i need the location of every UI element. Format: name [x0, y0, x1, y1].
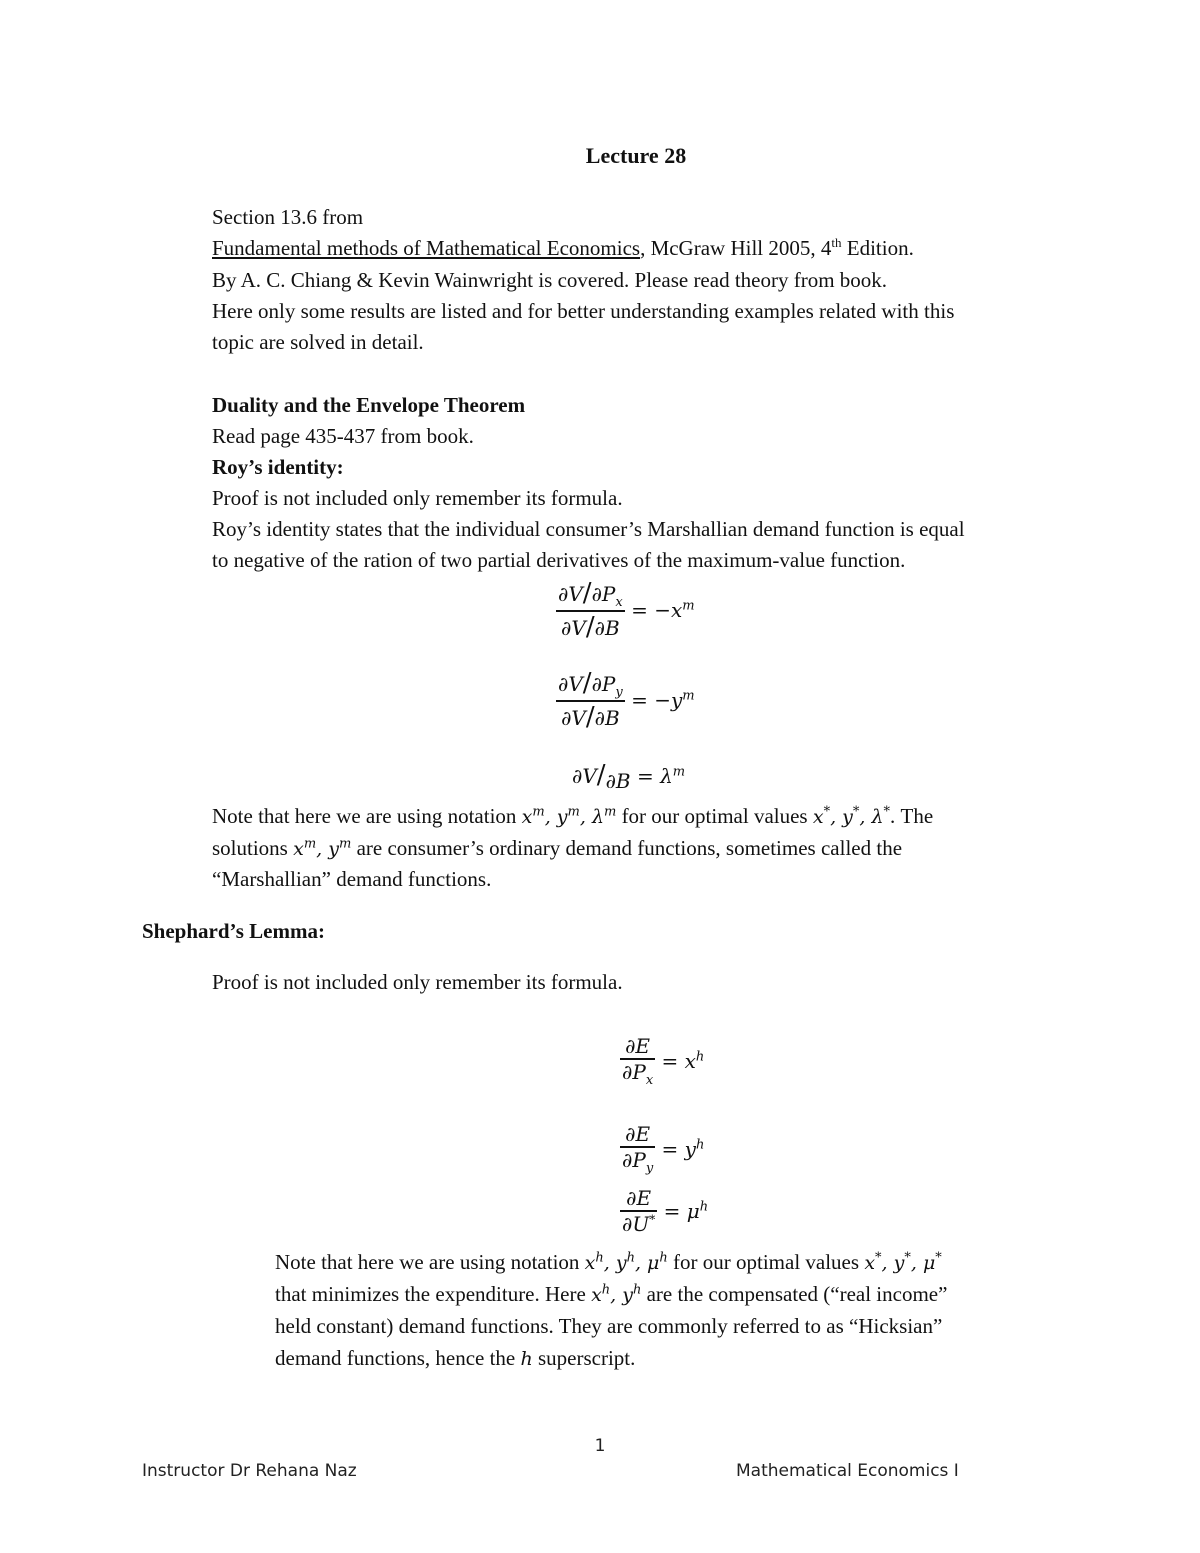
- read-pages-line: Read page 435-437 from book.: [212, 424, 474, 448]
- shephard-heading: Shephard’s Lemma:: [142, 919, 325, 943]
- section-line: Section 13.6 from: [212, 205, 364, 229]
- roy-equation-x: $\frac{\partial V/\partial P_x}{\partial V/\partial B}$ = $-x^m$: [558, 578, 695, 642]
- duality-heading: Duality and the Envelope Theorem: [212, 393, 526, 417]
- page-number: 1: [594, 1436, 606, 1456]
- intro-line-4: Here only some results are listed and for better understanding examples related with this: [212, 299, 955, 323]
- roy-equation-lambda: $\partial V/_{\partial B} = \lambda^m$: [572, 760, 686, 793]
- roy-identity-heading: Roy’s identity:: [212, 455, 344, 479]
- roy-note-line-2: solutions $x^m$, $y^m$ are consumer’s ordinary demand functions, sometimes called the: [212, 836, 903, 860]
- shephard-equation-y: $\frac{\partial E}{\partial P_y}$ = $y^h$: [622, 1122, 705, 1176]
- authors-line: By A. C. Chiang & Kevin Wainwright is covered. Please read theory from book.: [212, 268, 888, 292]
- shephard-equation-mu: $\frac{\partial E}{\partial U^*}$ = $\mu^h$: [622, 1186, 709, 1236]
- roy-note-line-1: Note that here we are using notation $x^m$, $y^m$, $\lambda^m$ for our optimal values x*, y*, λ*. The: [212, 804, 934, 828]
- roy-text-line-1: Roy’s identity states that the individual consumer’s Marshallian demand function is equal: [212, 517, 965, 541]
- shephard-equation-x: $\frac{\partial E}{\partial P_x}$ = $x^h$: [622, 1034, 705, 1088]
- roy-equation-y: $\frac{\partial V/\partial P_y}{\partial V/\partial B}$ = $-y^m$: [558, 668, 695, 732]
- shephard-note-line-4: demand functions, hence the h superscript.: [275, 1346, 636, 1370]
- intro-line-5: topic are solved in detail.: [212, 330, 424, 354]
- footer-course: Mathematical Economics I: [736, 1461, 959, 1481]
- book-publisher: , McGraw Hill 2005, 4: [640, 236, 832, 260]
- shephard-note-line-2: that minimizes the expenditure. Here $x^h$, $y^h$ are the compensated (“real income”: [275, 1282, 948, 1306]
- edition-superscript: th: [831, 235, 842, 250]
- book-reference-line: [212, 233, 914, 264]
- shephard-note-line-3: held constant) demand functions. They are commonly referred to as “Hicksian”: [275, 1314, 943, 1338]
- page-title: Lecture 28: [585, 143, 687, 168]
- roy-text-line-2: to negative of the ration of two partial derivatives of the maximum-value function.: [212, 548, 906, 572]
- roy-note-line-3: “Marshallian” demand functions.: [212, 867, 492, 891]
- shephard-note-line-1: Note that here we are using notation $x^h$, $y^h$, $\mu^h$ for our optimal values x*, y*, μ*: [275, 1250, 942, 1274]
- footer-instructor: Instructor Dr Rehana Naz: [142, 1461, 357, 1481]
- shephard-proof-note: Proof is not included only remember its formula.: [212, 970, 623, 994]
- roy-proof-note: Proof is not included only remember its formula.: [212, 486, 623, 510]
- book-title: Fundamental methods of Mathematical Economics: [212, 236, 641, 260]
- edition-text: Edition.: [841, 236, 914, 260]
